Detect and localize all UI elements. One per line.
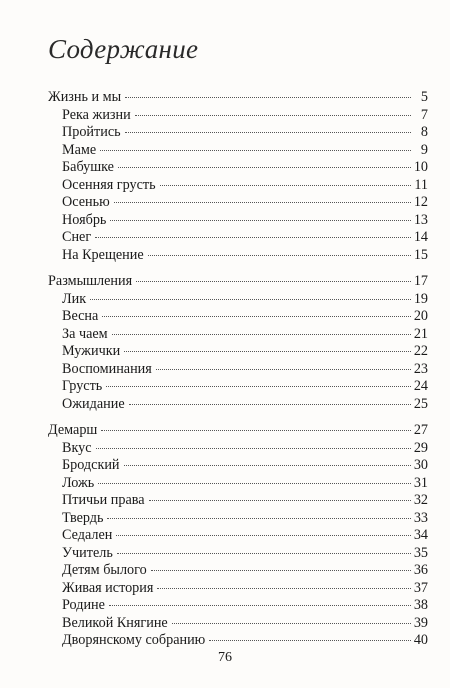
dot-leader xyxy=(90,299,411,300)
toc-entry xyxy=(48,212,428,230)
toc-page-number: 8 xyxy=(420,124,428,140)
toc-page-number: 14 xyxy=(413,229,428,245)
toc-page-number: 39 xyxy=(413,614,428,631)
toc-section-entry xyxy=(48,422,428,440)
dot-leader xyxy=(148,255,411,256)
dot-leader xyxy=(125,132,411,133)
toc-page-number: 24 xyxy=(413,378,428,394)
toc-page-number: 5 xyxy=(420,89,428,105)
toc-entry-title: Снег xyxy=(62,229,92,245)
toc-page-number: 25 xyxy=(413,395,428,412)
dot-leader xyxy=(117,553,411,554)
toc-page-number: 12 xyxy=(413,194,428,210)
toc-entry xyxy=(48,247,428,265)
toc-entry xyxy=(48,308,428,326)
toc-entry-title: Твердь xyxy=(62,509,104,526)
toc-page-number: 11 xyxy=(414,176,428,193)
dot-leader xyxy=(102,316,411,317)
toc-entry xyxy=(48,527,428,545)
dot-leader xyxy=(98,483,411,484)
toc-entry-title: Дворянскому собранию xyxy=(62,632,206,648)
toc-entry-title: Родине xyxy=(62,597,105,613)
toc-entry xyxy=(48,597,428,615)
toc-page-number: 37 xyxy=(413,579,428,596)
dot-leader xyxy=(124,465,411,466)
dot-leader xyxy=(124,351,411,352)
toc-page-number: 17 xyxy=(413,273,428,289)
toc-page-number: 34 xyxy=(413,527,428,543)
toc-page-number: 9 xyxy=(420,141,428,158)
toc-entry xyxy=(48,545,428,563)
toc-entry xyxy=(48,457,428,475)
toc-entry-title: Седален xyxy=(62,527,113,543)
toc-page-number: 35 xyxy=(413,544,428,561)
toc-page-number: 30 xyxy=(413,457,428,473)
toc-entry xyxy=(48,326,428,344)
toc-entry-title: Вкус xyxy=(62,439,92,456)
toc-entry-title: Птичьи права xyxy=(62,492,145,508)
toc-entry-title: Пройтись xyxy=(62,124,121,140)
toc-entry xyxy=(48,580,428,598)
toc-entry xyxy=(48,229,428,247)
dot-leader xyxy=(125,97,411,98)
toc-entry-title: Ложь xyxy=(62,474,95,491)
table-of-contents xyxy=(48,89,428,650)
toc-entry-title: За чаем xyxy=(62,325,108,342)
dot-leader xyxy=(118,167,411,168)
dot-leader xyxy=(172,623,411,624)
toc-page-number: 29 xyxy=(413,439,428,456)
toc-entry-title: Великой Княгине xyxy=(62,614,168,631)
toc-page-number: 23 xyxy=(413,360,428,377)
toc-entry xyxy=(48,510,428,528)
toc-page-number: 36 xyxy=(413,562,428,578)
dot-leader xyxy=(100,150,411,151)
dot-leader xyxy=(156,369,411,370)
toc-entry xyxy=(48,361,428,379)
toc-entry xyxy=(48,562,428,580)
toc-entry-title: Осенняя грусть xyxy=(62,176,156,193)
toc-page-number: 7 xyxy=(420,106,428,123)
toc-entry-title: Грусть xyxy=(62,378,103,394)
toc-entry-title: Живая история xyxy=(62,579,154,596)
toc-entry xyxy=(48,177,428,195)
dot-leader xyxy=(107,518,410,519)
dot-leader xyxy=(114,202,411,203)
toc-entry xyxy=(48,343,428,361)
toc-entry-title: Лик xyxy=(62,290,87,307)
toc-entry-title: Детям былого xyxy=(62,562,147,578)
dot-leader xyxy=(96,448,411,449)
toc-page-number: 22 xyxy=(413,343,428,359)
toc-entry-title: На Крещение xyxy=(62,246,144,263)
toc-page-number: 21 xyxy=(413,325,428,342)
toc-entry-title: Мужички xyxy=(62,343,121,359)
toc-page-number: 40 xyxy=(413,632,428,648)
toc-page-number: 27 xyxy=(413,422,428,438)
dot-leader xyxy=(157,588,410,589)
toc-entry-title: Ожидание xyxy=(62,395,125,412)
toc-page-number: 32 xyxy=(413,492,428,508)
dot-leader xyxy=(151,570,411,571)
toc-section-title: Жизнь и мы xyxy=(48,89,122,105)
toc-page-number: 19 xyxy=(413,290,428,307)
dot-leader xyxy=(95,237,411,238)
dot-leader xyxy=(160,185,411,186)
dot-leader xyxy=(106,386,411,387)
toc-entry xyxy=(48,396,428,414)
toc-entry-title: Весна xyxy=(62,308,99,324)
toc-entry-title: Осенью xyxy=(62,194,110,210)
dot-leader xyxy=(149,500,411,501)
dot-leader xyxy=(109,605,411,606)
toc-section-entry xyxy=(48,89,428,107)
toc-page-number: 33 xyxy=(413,509,428,526)
toc-section-title: Размышления xyxy=(48,273,133,289)
toc-entry xyxy=(48,107,428,125)
toc-entry-title: Ноябрь xyxy=(62,211,107,228)
toc-page-number: 13 xyxy=(413,211,428,228)
page-number: 76 xyxy=(218,650,232,665)
toc-page-number: 15 xyxy=(413,246,428,263)
dot-leader xyxy=(116,535,410,536)
toc-page-number: 38 xyxy=(413,597,428,613)
dot-leader xyxy=(129,404,411,405)
toc-entry-title: Маме xyxy=(62,141,97,158)
dot-leader xyxy=(101,430,410,431)
toc-page-number: 10 xyxy=(413,159,428,175)
toc-section-entry xyxy=(48,273,428,291)
toc-entry-title: Воспоминания xyxy=(62,360,152,377)
toc-entry-title: Учитель xyxy=(62,544,113,561)
toc-page-number: 31 xyxy=(413,474,428,491)
toc-entry-title: Бродский xyxy=(62,457,120,473)
dot-leader xyxy=(209,640,411,641)
page-title: Содержание xyxy=(48,34,199,64)
toc-entry xyxy=(48,440,428,458)
dot-leader xyxy=(110,220,410,221)
dot-leader xyxy=(136,281,411,282)
toc-entry-title: Река жизни xyxy=(62,106,131,123)
toc-entry xyxy=(48,632,428,650)
toc-entry xyxy=(48,378,428,396)
dot-leader xyxy=(112,334,411,335)
toc-page-number: 20 xyxy=(413,308,428,324)
toc-entry xyxy=(48,124,428,142)
toc-entry xyxy=(48,475,428,493)
toc-entry xyxy=(48,615,428,633)
toc-entry xyxy=(48,492,428,510)
toc-entry xyxy=(48,291,428,309)
toc-entry xyxy=(48,194,428,212)
dot-leader xyxy=(135,115,411,116)
toc-entry-title: Бабушке xyxy=(62,159,114,175)
toc-entry xyxy=(48,159,428,177)
toc-section-title: Демарш xyxy=(48,422,98,438)
toc-entry xyxy=(48,142,428,160)
